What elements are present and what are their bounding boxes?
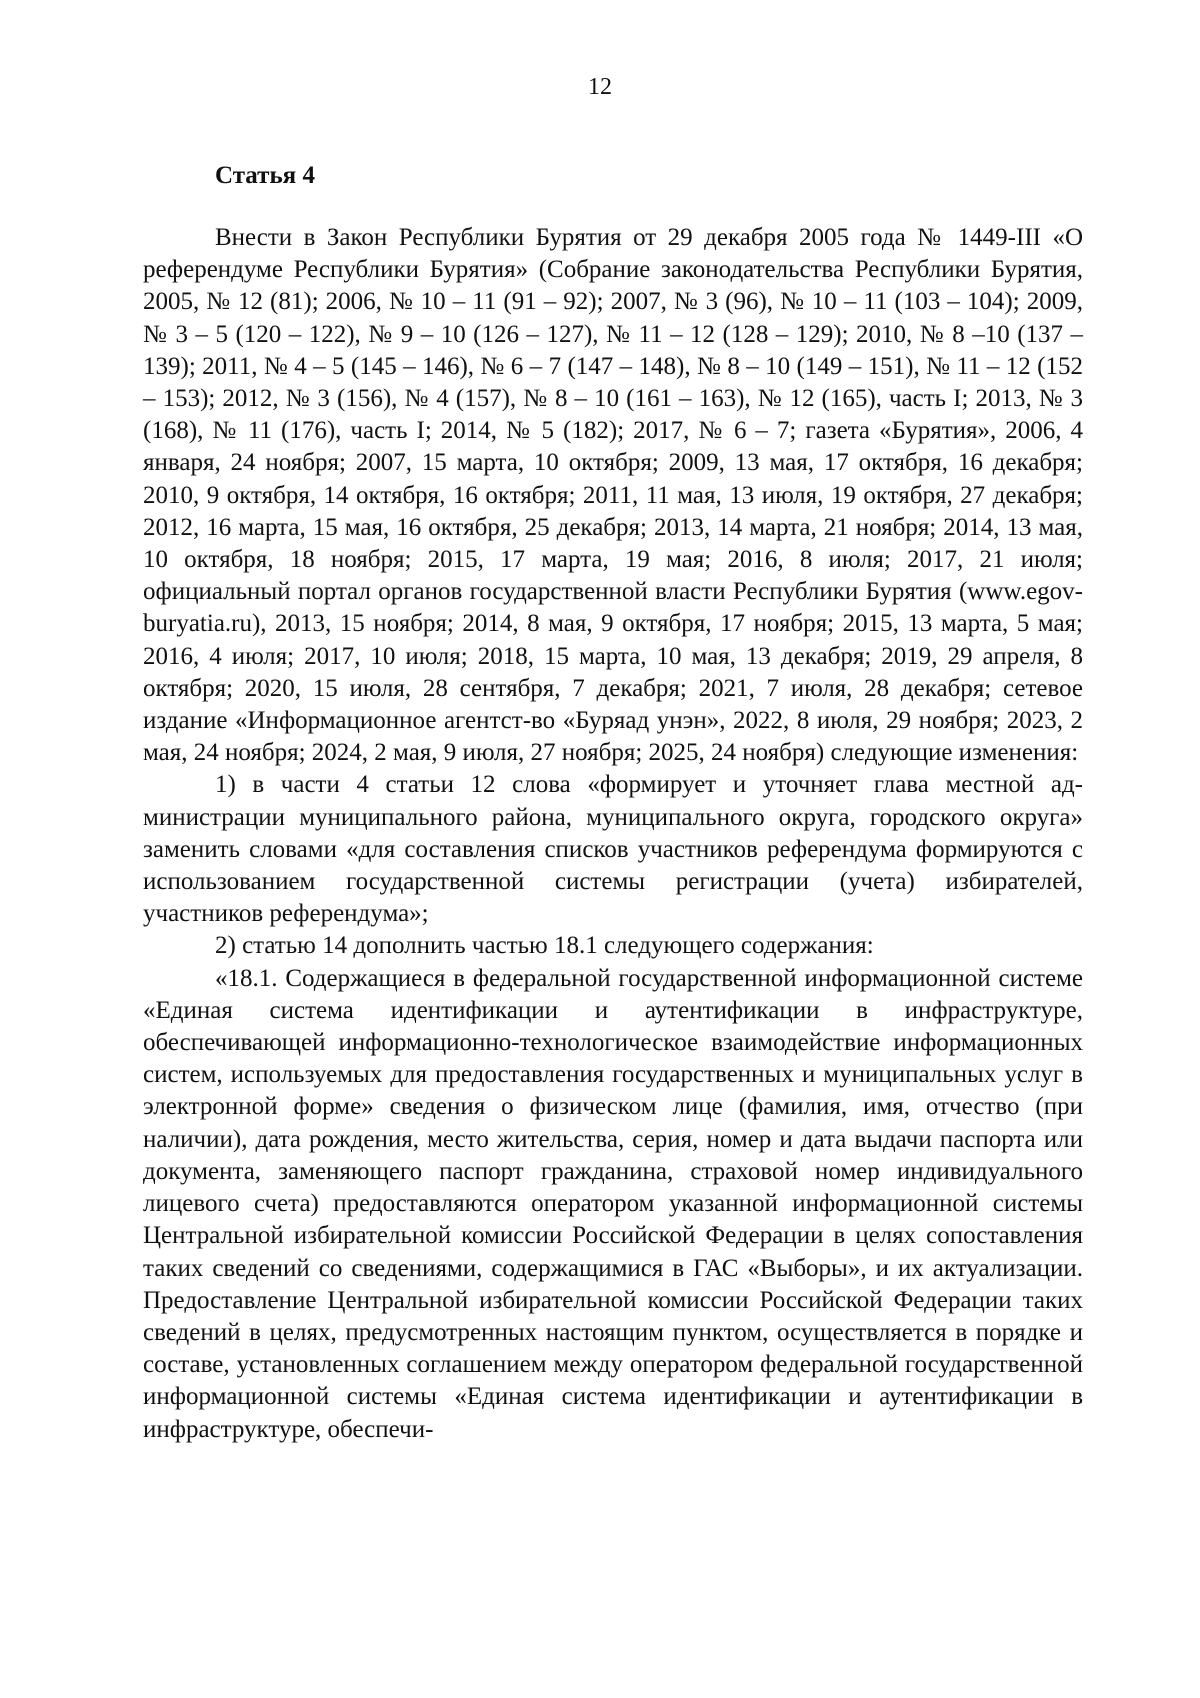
article-title: Статья 4 xyxy=(215,162,315,189)
page-number: 12 xyxy=(588,74,612,100)
paragraph-item-2: 2) статью 14 дополнить частью 18.1 следующего содержания: xyxy=(215,932,874,960)
paragraph-quoted-18-1: «18.1. Содержащиеся в федеральной государственной информационной системе «Единая система идентификации и аутентификации в инфраструктуре, обеспечивающей информационно-технологическое взаимодействие информационных систем, используемых для предоставления государственных и муниципальных услуг в электронной форме» сведения о физическом лице (фамилия, имя, отчество (при наличии), дата рождения, место жительства, серия, номер и дата выдачи паспорта или документа, заменяющего паспорт гражданина, страховой номер индивидуального лицевого счета) предоставляются оператором указанной информационной системы Центральной избирательной комиссии Российской Федерации в целях сопоставления таких сведений со сведениями, содержащимися в ГАС «Выборы», и их актуализации. Предоставление Центральной избирательной комиссии Российской Федерации таких сведений в целях, предусмотренных настоящим пунктом, осуществляется в порядке и составе, установленных соглашением между оператором федеральной государственной информационной системы «Единая система идентификации и аутентификации в инфраструктуре, обеспечи- xyxy=(143,964,1083,1443)
article-body xyxy=(143,222,1083,1446)
paragraph-item-1: 1) в части 4 статьи 12 слова «формирует и уточняет глава местной администрации муниципального района, муниципального округа, городского округа» заменить словами «для составления списков участников референдума формируются с использованием государственной системы регистрации (учета) избирателей, участников референдума»; xyxy=(143,771,1083,928)
paragraph-intro: Внести в Закон Республики Бурятия от 29 декабря 2005 года № 1449-III «О референдуме Республики Бурятия» (Собрание законодательства Республики Бурятия, 2005, № 12 (81); 2006, № 10 – 11 (91 – 92); 2007, № 3 (96), № 10 – 11 (103 – 104); 2009, № 3 – 5 (120 – 122), № 9 – 10 (126 – 127), № 11 – 12 (128 – 129); 2010, № 8 –10 (137 – 139); 2011, № 4 – 5 (145 – 146), № 6 – 7 (147 – 148), № 8 – 10 (149 – 151), № 11 – 12 (152 – 153); 2012, № 3 (156), № 4 (157), № 8 – 10 (161 – 163), № 12 (165), часть I; 2013, № 3 (168), № 11 (176), часть I; 2014, № 5 (182); 2017, № 6 – 7; газета «Бурятия», 2006, 4 января, 24 ноября; 2007, 15 марта, 10 октября; 2009, 13 мая, 17 октября, 16 декабря; 2010, 9 октября, 14 октября, 16 октября; 2011, 11 мая, 13 июля, 19 октября, 27 декабря; 2012, 16 марта, 15 мая, 16 октября, 25 декабря; 2013, 14 марта, 21 ноября; 2014, 13 мая, 10 октября, 18 ноября; 2015, 17 марта, 19 мая; 2016, 8 июля; 2017, 21 июля; официальный портал органов государственной власти Республики Бурятия (www.egov-buryatia.ru), 2013, 15 ноября; 2014, 8 мая, 9 октября, 17 ноября; 2015, 13 марта, 5 мая; 2016, 4 июля; 2017, 10 июля; 2018, 15 марта, 10 мая, 13 декабря; 2019, 29 апреля, 8 октября; 2020, 15 июля, 28 сентября, 7 декабря; 2021, 7 июля, 28 декабря; сетевое издание «Информационное агентст-во «Буряад унэн», 2022, 8 июля, 29 ноября; 2023, 2 мая, 24 ноября; 2024, 2 мая, 9 июля, 27 ноября; 2025, 24 ноября) следующие изменения: xyxy=(143,224,1083,767)
